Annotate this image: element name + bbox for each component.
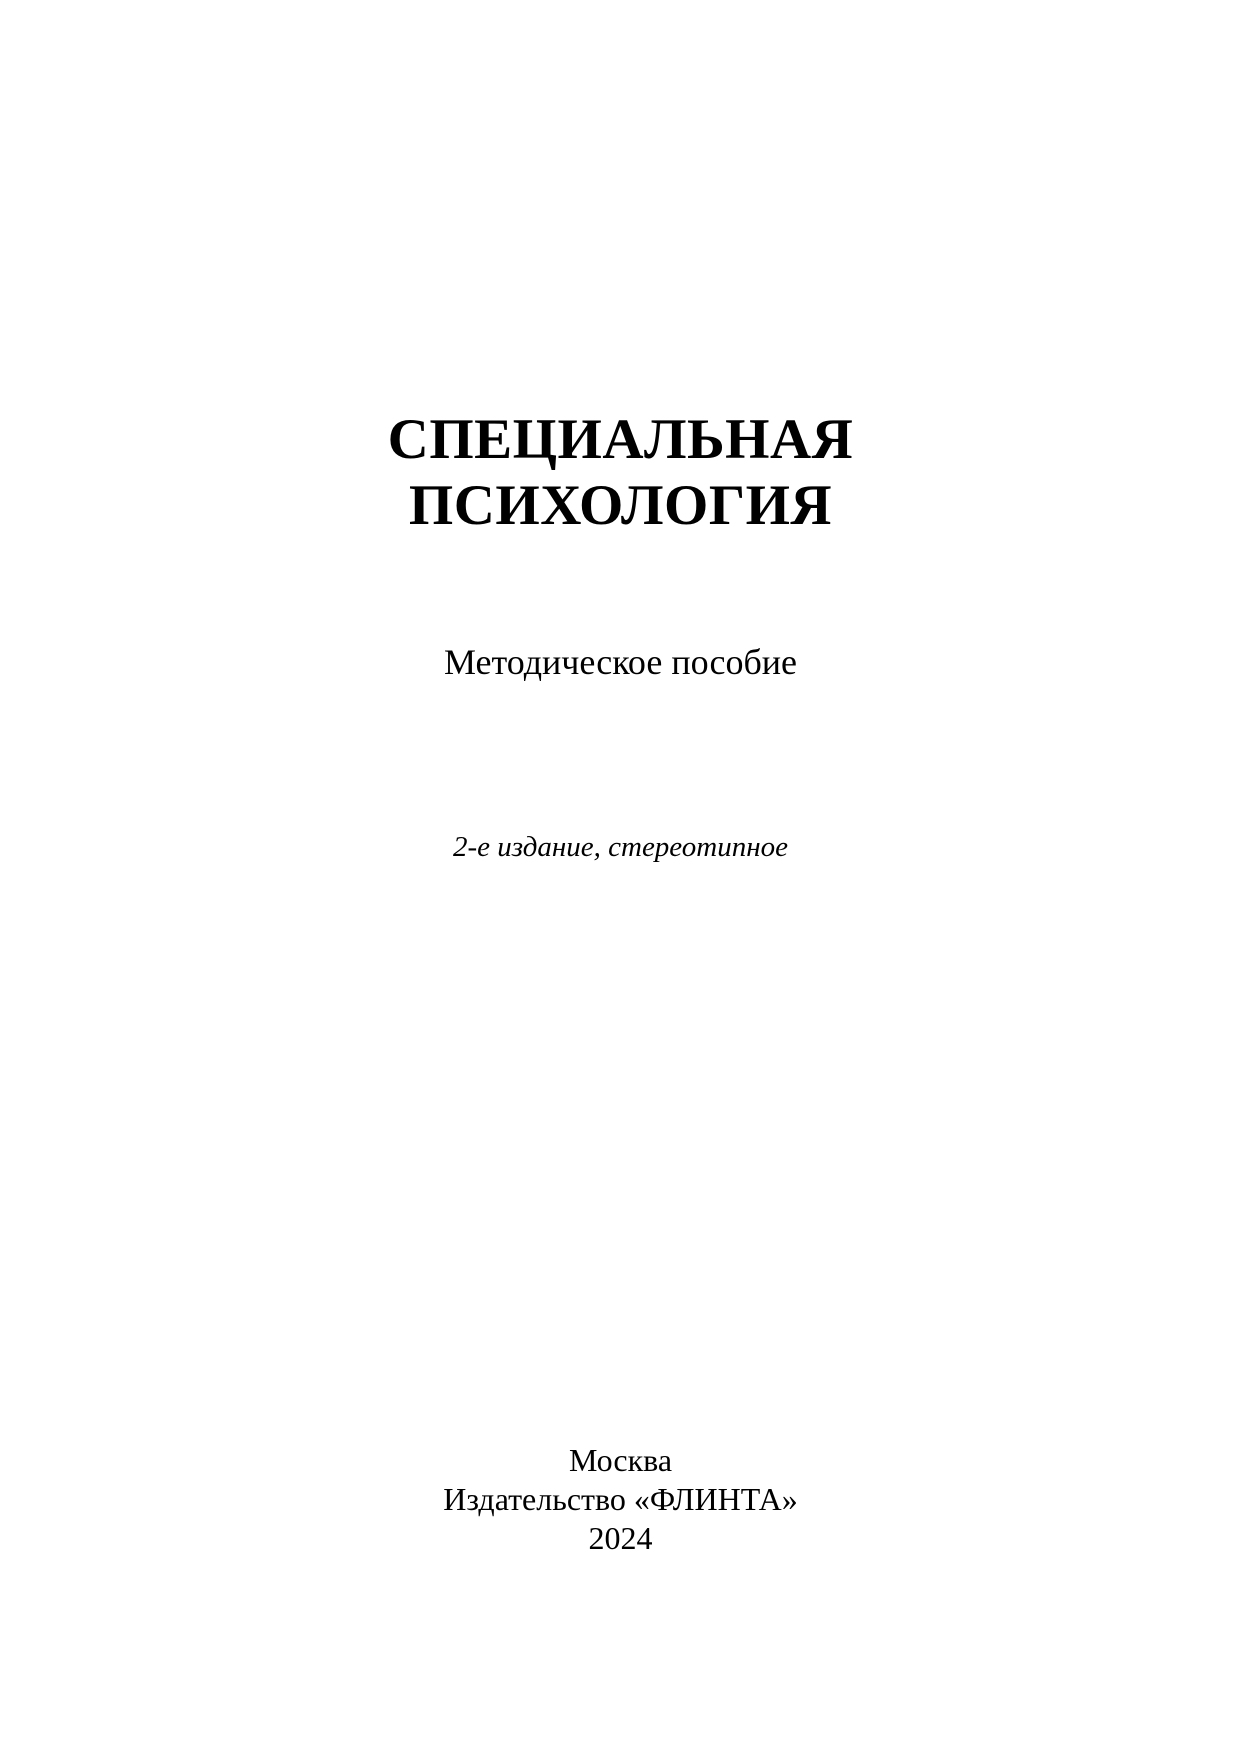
book-title: [0, 407, 1241, 539]
book-subtitle: Методическое пособие: [443, 642, 798, 682]
imprint-city: Москва: [568, 1442, 673, 1478]
imprint-publisher: Издательство «ФЛИНТА»: [443, 1481, 798, 1517]
edition-note: 2-е издание, стереотипное: [452, 831, 788, 863]
book-title-line-2: ПСИХОЛОГИЯ: [408, 474, 833, 537]
imprint: [0, 1441, 1241, 1558]
book-title-line-1: СПЕЦИАЛЬНАЯ: [387, 408, 854, 471]
imprint-year: 2024: [588, 1520, 653, 1556]
